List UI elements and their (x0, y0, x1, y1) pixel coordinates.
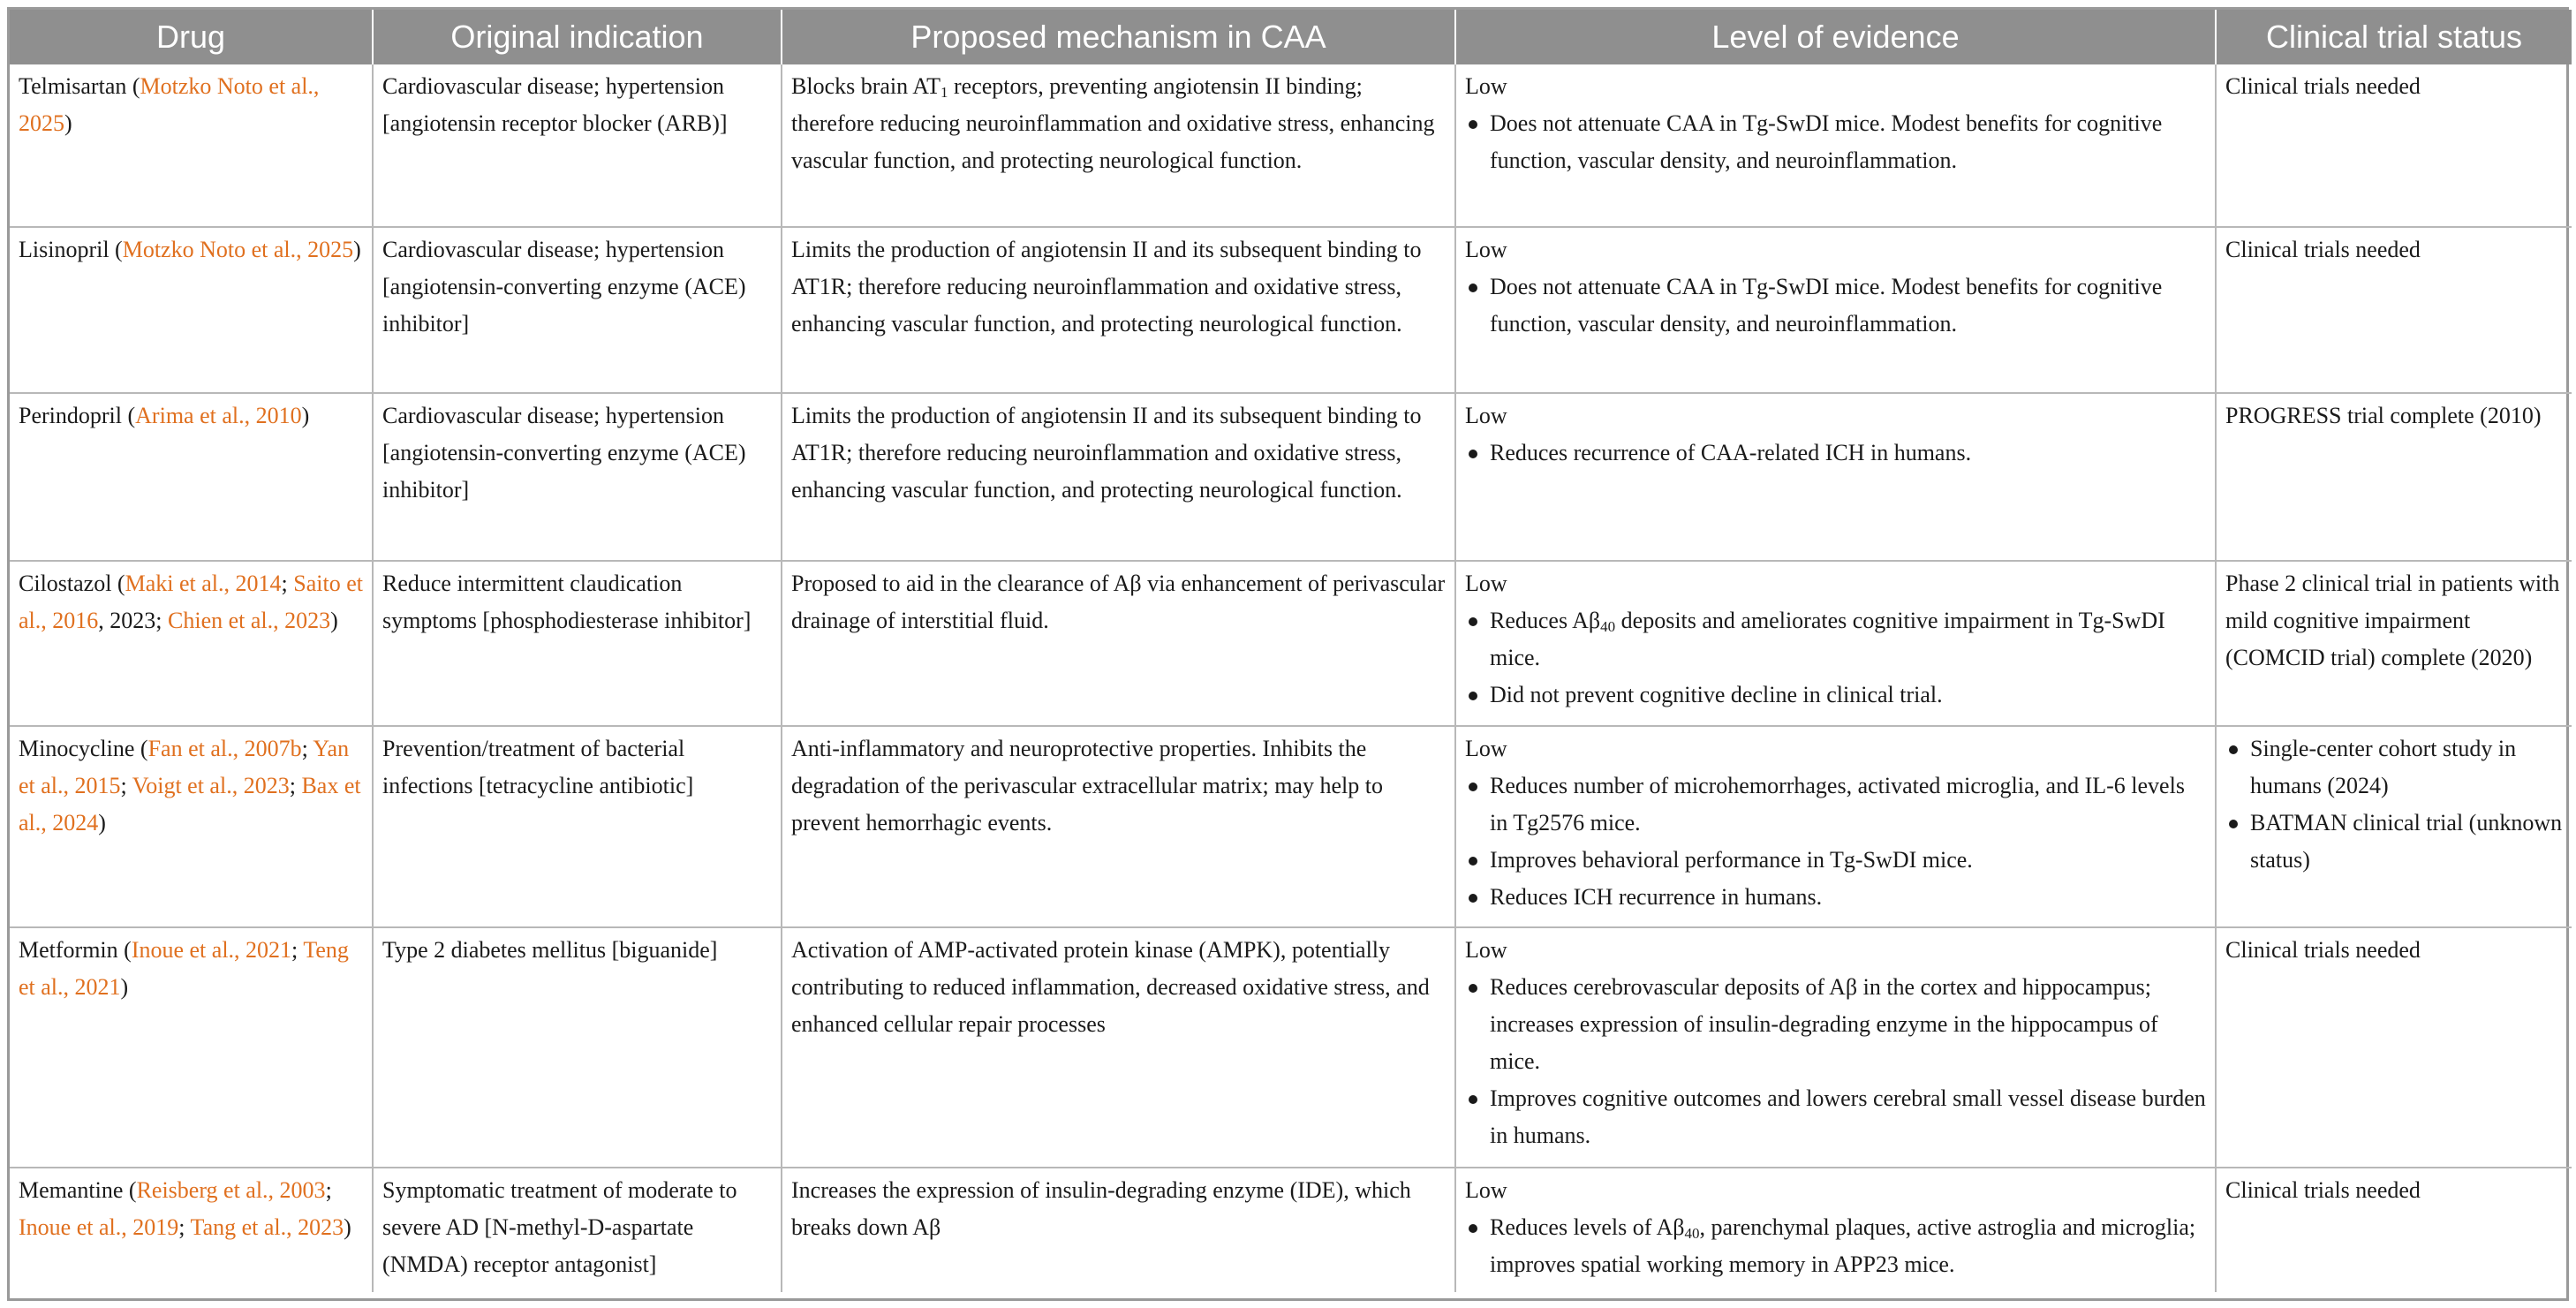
reference-link[interactable]: Motzko Noto et al., 2025 (19, 73, 320, 136)
drug-cell (10, 1168, 373, 1292)
table-row (10, 561, 2572, 726)
mechanism-cell: Limits the production of angiotensin II and its subsequent binding to AT1R; therefore reducing neuroinflammation and oxidative stress, enhancing vascular function, and protecting neurological function. (782, 393, 1455, 561)
status-cell: Clinical trials needed (2216, 64, 2572, 227)
evidence-item: Does not attenuate CAA in Tg-SwDI mice. Modest benefits for cognitive function, vascular density, and neuroinflammation. (1465, 268, 2206, 343)
mechanism-cell: Limits the production of angiotensin II and its subsequent binding to AT1R; therefore reducing neuroinflammation and oxidative stress, enhancing vascular function, and protecting neurological function. (782, 227, 1455, 393)
drug-name: Cilostazol ( (19, 571, 125, 596)
drug-cell (10, 64, 373, 227)
drug-name: Metformin ( (19, 937, 132, 963)
ref-separator: ; (325, 1177, 332, 1203)
evidence-level: Low (1465, 736, 1507, 761)
evidence-level: Low (1465, 237, 1507, 262)
status-cell: Clinical trials needed (2216, 927, 2572, 1168)
drug-cell (10, 726, 373, 927)
ref-separator: , 2023; (98, 608, 168, 633)
drug-cell (10, 393, 373, 561)
status-item: Single-center cohort study in humans (2024) (2225, 730, 2563, 805)
evidence-list (1465, 105, 2206, 179)
status-item: BATMAN clinical trial (unknown status) (2225, 805, 2563, 879)
indication-cell: Cardiovascular disease; hypertension [angiotensin-converting enzyme (ACE) inhibitor] (373, 227, 782, 393)
status-cell: PROGRESS trial complete (2010) (2216, 393, 2572, 561)
drug-close: ) (120, 974, 129, 1000)
reference-link[interactable]: Fan et al., 2007b (147, 736, 302, 761)
drug-table (10, 10, 2572, 1292)
status-list (2225, 730, 2563, 879)
ref-separator: ; (301, 736, 314, 761)
evidence-list (1465, 435, 2206, 472)
drug-cell (10, 561, 373, 726)
reference-link[interactable]: Inoue et al., 2021 (131, 937, 292, 963)
drug-close: ) (330, 608, 338, 633)
reference-link[interactable]: Saito et al., 2016 (19, 571, 363, 633)
evidence-level: Low (1465, 403, 1507, 428)
indication-cell: Type 2 diabetes mellitus [biguanide] (373, 927, 782, 1168)
evidence-list (1465, 268, 2206, 343)
evidence-item: Reduces recurrence of CAA-related ICH in humans. (1465, 435, 2206, 472)
table-row (10, 227, 2572, 393)
reference-link[interactable]: Yan et al., 2015 (19, 736, 350, 798)
ref-separator: ; (281, 571, 294, 596)
reference-link[interactable]: Voigt et al., 2023 (132, 773, 290, 798)
header-original-indication: Original indication (373, 10, 782, 64)
reference-link[interactable]: Motzko Noto et al., 2025 (122, 237, 354, 262)
subscript: 40 (1684, 1225, 1700, 1242)
subscript: 40 (1600, 618, 1616, 635)
evidence-list (1465, 767, 2206, 916)
ref-separator: ; (120, 773, 132, 798)
indication-cell: Cardiovascular disease; hypertension [angiotensin receptor blocker (ARB)] (373, 64, 782, 227)
reference-link[interactable]: Arima et al., 2010 (135, 403, 302, 428)
drug-name: Memantine ( (19, 1177, 137, 1203)
drug-close: ) (98, 810, 106, 835)
ref-separator: ; (291, 937, 304, 963)
evidence-cell (1455, 726, 2216, 927)
drug-name: Lisinopril ( (19, 237, 123, 262)
header-proposed-mechanism: Proposed mechanism in CAA (782, 10, 1455, 64)
indication-cell: Prevention/treatment of bacterial infections [tetracycline antibiotic] (373, 726, 782, 927)
evidence-list (1465, 1209, 2206, 1283)
evidence-list (1465, 602, 2206, 714)
drug-close: ) (64, 110, 72, 136)
evidence-item: Improves behavioral performance in Tg-SwDI mice. (1465, 842, 2206, 879)
evidence-text: Reduces levels of Aβ (1490, 1214, 1685, 1240)
reference-link[interactable]: Inoue et al., 2019 (19, 1214, 179, 1240)
drug-name: Minocycline ( (19, 736, 148, 761)
indication-cell: Symptomatic treatment of moderate to severe AD [N-methyl-D-aspartate (NMDA) receptor antagonist] (373, 1168, 782, 1292)
evidence-item: Does not attenuate CAA in Tg-SwDI mice. Modest benefits for cognitive function, vascular density, and neuroinflammation. (1465, 105, 2206, 179)
mechanism-cell (782, 64, 1455, 227)
drug-name: Perindopril ( (19, 403, 136, 428)
ref-separator: ; (178, 1214, 191, 1240)
mechanism-text: Blocks brain AT (791, 73, 941, 99)
table-row (10, 726, 2572, 927)
table-row (10, 393, 2572, 561)
table-row (10, 1168, 2572, 1292)
table-row (10, 927, 2572, 1168)
reference-link[interactable]: Bax et al., 2024 (19, 773, 361, 835)
drug-table-frame (7, 7, 2569, 1301)
mechanism-text: receptors, preventing angiotensin II binding; therefore reducing neuroinflammation and oxidative stress, enhancing vascular function, and protecting neurological function. (791, 73, 1435, 173)
evidence-cell (1455, 1168, 2216, 1292)
evidence-cell (1455, 561, 2216, 726)
drug-close: ) (301, 403, 310, 428)
evidence-cell (1455, 393, 2216, 561)
indication-cell: Cardiovascular disease; hypertension [angiotensin-converting enzyme (ACE) inhibitor] (373, 393, 782, 561)
drug-close: ) (344, 1214, 351, 1240)
mechanism-cell: Anti-inflammatory and neuroprotective properties. Inhibits the degradation of the perivascular extracellular matrix; may help to prevent hemorrhagic events. (782, 726, 1455, 927)
evidence-level: Low (1465, 73, 1507, 99)
indication-cell: Reduce intermittent claudication symptoms [phosphodiesterase inhibitor] (373, 561, 782, 726)
drug-name: Telmisartan ( (19, 73, 140, 99)
evidence-cell (1455, 927, 2216, 1168)
reference-link[interactable]: Tang et al., 2023 (190, 1214, 344, 1240)
status-cell: Phase 2 clinical trial in patients with mild cognitive impairment (COMCID trial) complete (2020) (2216, 561, 2572, 726)
evidence-text: Reduces Aβ (1490, 608, 1601, 633)
evidence-text: deposits and ameliorates cognitive impairment in Tg-SwDI mice. (1490, 608, 2165, 670)
evidence-cell (1455, 227, 2216, 393)
reference-link[interactable]: Reisberg et al., 2003 (136, 1177, 326, 1203)
mechanism-cell: Increases the expression of insulin-degrading enzyme (IDE), which breaks down Aβ (782, 1168, 1455, 1292)
subscript: 1 (941, 84, 948, 101)
drug-cell (10, 927, 373, 1168)
drug-cell (10, 227, 373, 393)
reference-link[interactable]: Maki et al., 2014 (125, 571, 282, 596)
evidence-list (1465, 969, 2206, 1154)
drug-close: ) (353, 237, 361, 262)
mechanism-cell: Activation of AMP-activated protein kinase (AMPK), potentially contributing to reduced inflammation, decreased oxidative stress, and enhanced cellular repair processes (782, 927, 1455, 1168)
evidence-item: Did not prevent cognitive decline in clinical trial. (1465, 677, 2206, 714)
header-level-of-evidence: Level of evidence (1455, 10, 2216, 64)
header-drug: Drug (10, 10, 373, 64)
reference-link[interactable]: Teng et al., 2021 (19, 937, 349, 1000)
evidence-item: Reduces ICH recurrence in humans. (1465, 879, 2206, 916)
evidence-level: Low (1465, 937, 1507, 963)
status-cell: Clinical trials needed (2225, 1177, 2421, 1203)
evidence-item: Reduces cerebrovascular deposits of Aβ in the cortex and hippocampus; increases expression of insulin-degrading enzyme in the hippocampus of mice. (1465, 969, 2206, 1080)
status-cell (2216, 726, 2572, 927)
status-cell: Clinical trials needed (2216, 227, 2572, 393)
table-row (10, 64, 2572, 227)
ref-separator: ; (289, 773, 302, 798)
evidence-item (1465, 1209, 2206, 1283)
evidence-text: , parenchymal plaques, active astroglia and microglia; improves spatial working memory in APP23 mice. (1490, 1214, 2196, 1277)
evidence-item: Reduces number of microhemorrhages, activated microglia, and IL-6 levels in Tg2576 mice. (1465, 767, 2206, 842)
evidence-cell (1455, 64, 2216, 227)
evidence-item: Improves cognitive outcomes and lowers cerebral small vessel disease burden in humans. (1465, 1080, 2206, 1154)
reference-link[interactable]: Chien et al., 2023 (168, 608, 331, 633)
evidence-item (1465, 602, 2206, 677)
mechanism-cell: Proposed to aid in the clearance of Aβ via enhancement of perivascular drainage of interstitial fluid. (782, 561, 1455, 726)
table-header (10, 10, 2572, 64)
evidence-level: Low (1465, 571, 1507, 596)
evidence-level: Low (1465, 1177, 1507, 1203)
header-clinical-trial-status: Clinical trial status (2216, 10, 2572, 64)
